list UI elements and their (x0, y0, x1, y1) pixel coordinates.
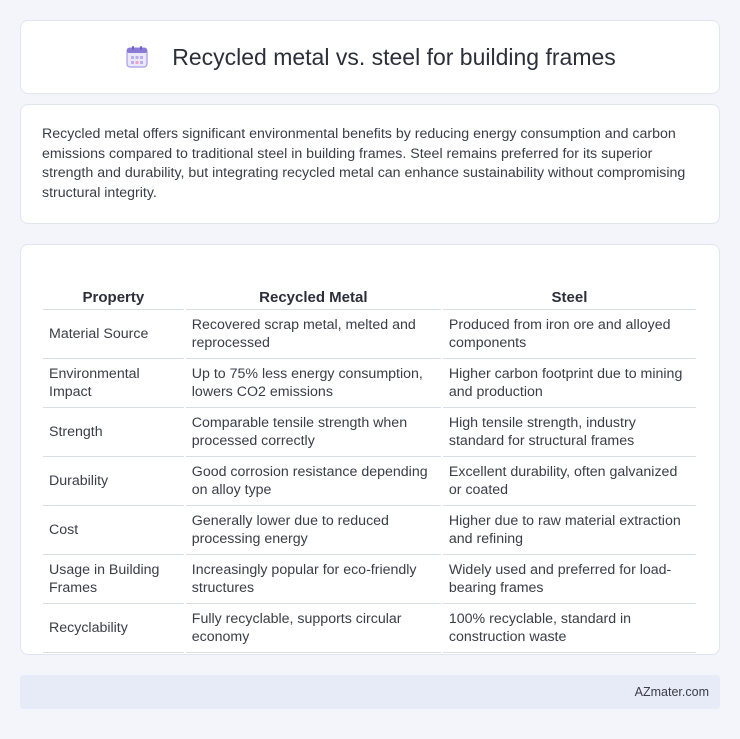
recycled-metal-cell: Up to 75% less energy consumption, lowers CO2 emissions (186, 359, 441, 408)
calendar-icon (124, 44, 150, 70)
property-cell: Environmental Impact (43, 359, 184, 408)
property-cell: Cost (43, 506, 184, 555)
table-row (43, 310, 696, 359)
recycled-metal-cell: Good corrosion resistance depending on alloy type (186, 457, 441, 506)
table-row (43, 604, 696, 653)
property-cell: Strength (43, 408, 184, 457)
column-header-steel: Steel (443, 265, 696, 310)
recycled-metal-cell: Recovered scrap metal, melted and reprocessed (186, 310, 441, 359)
recycled-metal-cell: Comparable tensile strength when processed correctly (186, 408, 441, 457)
steel-cell: Widely used and preferred for load-bearing frames (443, 555, 696, 604)
page-title: Recycled metal vs. steel for building frames (172, 43, 616, 70)
property-cell: Recyclability (43, 604, 184, 653)
steel-cell: Higher due to raw material extraction and refining (443, 506, 696, 555)
recycled-metal-cell: Generally lower due to reduced processing energy (186, 506, 441, 555)
steel-cell: Excellent durability, often galvanized or coated (443, 457, 696, 506)
steel-cell: Produced from iron ore and alloyed components (443, 310, 696, 359)
summary-card (20, 104, 720, 224)
steel-cell: 100% recyclable, standard in construction waste (443, 604, 696, 653)
property-cell: Usage in Building Frames (43, 555, 184, 604)
steel-cell: Higher carbon footprint due to mining and production (443, 359, 696, 408)
property-cell: Durability (43, 457, 184, 506)
table-row (43, 506, 696, 555)
comparison-table (41, 265, 698, 653)
header-card (20, 20, 720, 94)
recycled-metal-cell: Increasingly popular for eco-friendly structures (186, 555, 441, 604)
table-row (43, 555, 696, 604)
column-header-recycled-metal: Recycled Metal (186, 265, 441, 310)
steel-cell: High tensile strength, industry standard for structural frames (443, 408, 696, 457)
footer-bar (20, 675, 720, 709)
column-header-property: Property (43, 265, 184, 310)
comparison-table-card (20, 244, 720, 655)
table-row (43, 359, 696, 408)
table-header-row (43, 265, 696, 310)
footer-site-link[interactable]: AZmater.com (634, 685, 709, 699)
table-row (43, 408, 696, 457)
property-cell: Material Source (43, 310, 184, 359)
table-row (43, 457, 696, 506)
recycled-metal-cell: Fully recyclable, supports circular economy (186, 604, 441, 653)
summary-text: Recycled metal offers significant environmental benefits by reducing energy consumption and carbon emissions compared to traditional steel in building frames. Steel remains preferred for its superior strength and durability, but integrating recycled metal can enhance sustainability without compromising structural integrity. (42, 126, 686, 201)
